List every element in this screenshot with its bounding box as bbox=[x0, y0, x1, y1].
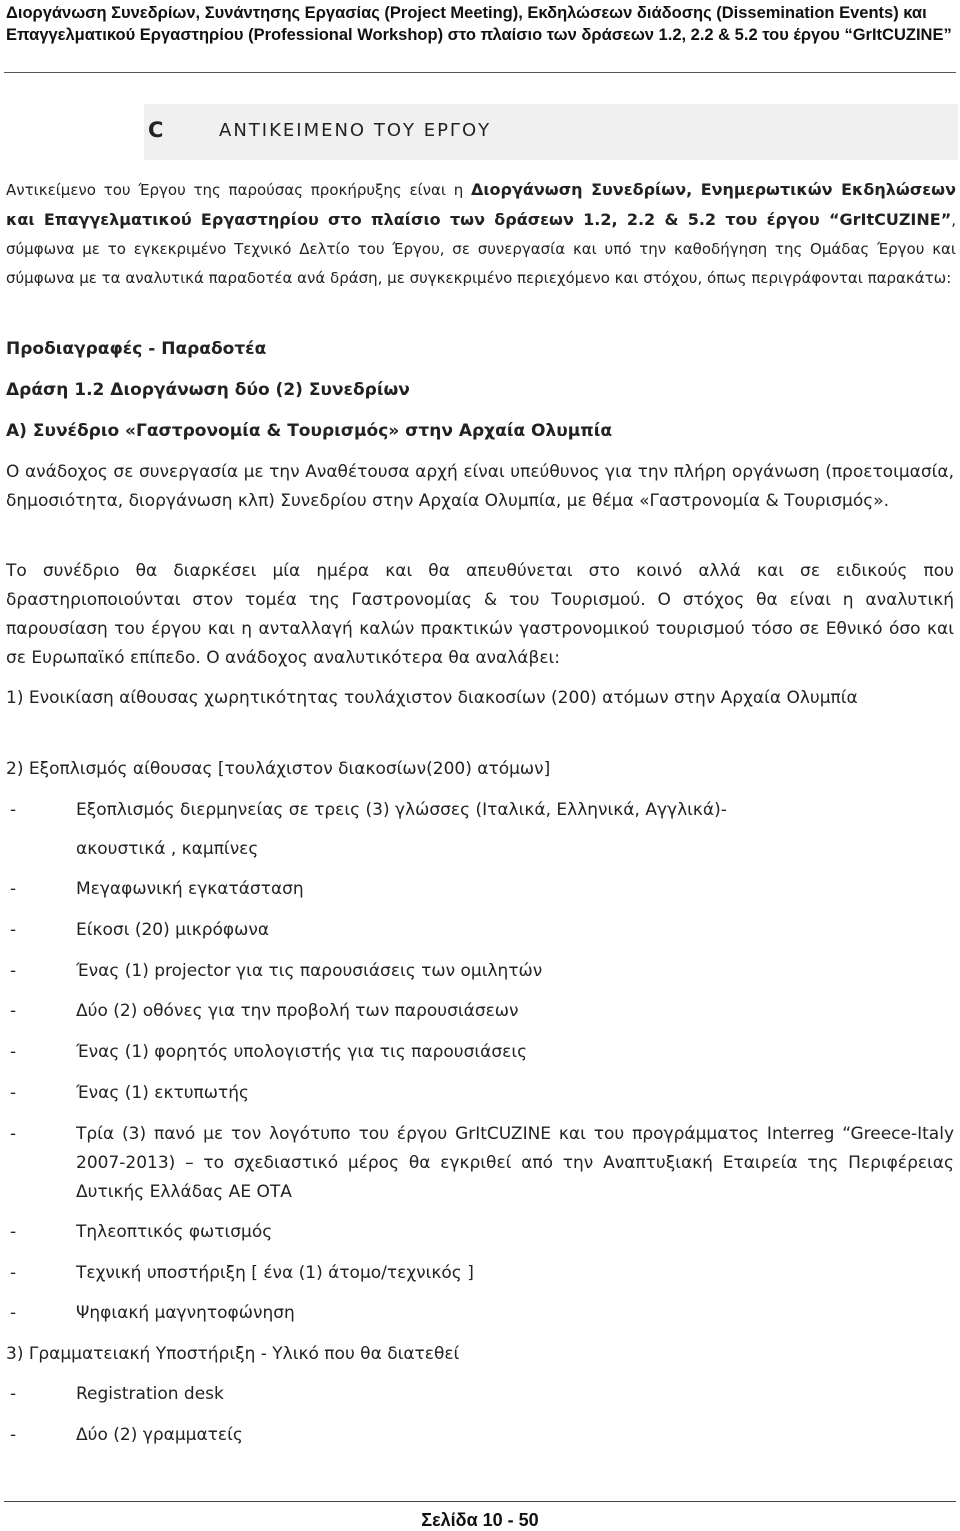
bullet-dash: - bbox=[10, 1001, 17, 1021]
header-divider bbox=[4, 72, 956, 73]
bullet-dash: - bbox=[10, 1083, 17, 1103]
paragraph-conference-details: Το συνέδριο θα διαρκέσει μία ημέρα και θα απευθύνεται στο κοινό αλλά και σε ειδικούς που δραστηριοποιούνται στον τομέα της Γαστρονομίας & του Τουρισμού. Ο στόχος θα είναι η αναλυτική παρουσίαση του έργου και η ανταλλαγή καλών πρακτικών γαστρονομικού τουρισμού τόσο σε Εθνικό όσο και σε Ευρωπαϊκό επίπεδο. Ο ανάδοχος αναλυτικότερα θα αναλάβει: bbox=[6, 561, 954, 668]
footer-divider bbox=[4, 1501, 956, 1502]
bullet-dash: - bbox=[10, 1303, 17, 1323]
bullet-dash: - bbox=[10, 1124, 17, 1144]
list-item-text: Τηλεοπτικός φωτισμός bbox=[76, 1222, 273, 1242]
numbered-item-2: 2) Εξοπλισμός αίθουσας [τουλάχιστον διακοσίων(200) ατόμων] bbox=[6, 759, 551, 779]
list-item-text: Ψηφιακή μαγνητοφώνηση bbox=[76, 1303, 295, 1323]
bullet-dash: - bbox=[10, 1263, 17, 1283]
intro-bold-subject: Διοργάνωση Συνεδρίων, Ενημερωτικών Εκδηλώσεων και Επαγγελματικού Εργαστηρίου στο πλαίσιο των δράσεων 1.2, 2.2 & 5.2 του έργου “GrItCUZINE” bbox=[6, 180, 956, 229]
intro-text-2: , σύμφωνα με το εγκεκριμένο Τεχνικό Δελτίο του Έργου, σε συνεργασία και υπό την καθοδήγηση της Ομάδας Έργου και σύμφωνα με τα αναλυτικά παραδοτέα ανά δράση, με συγκεκριμένο περιεχόμενο και στόχου, όπως περιγράφονται παρακάτω: bbox=[6, 211, 956, 287]
list-item-text: Ένας (1) εκτυπωτής bbox=[76, 1083, 249, 1103]
list-item-text: Registration desk bbox=[76, 1384, 224, 1404]
list-item-text: Ένας (1) φορητός υπολογιστής για τις παρουσιάσεις bbox=[76, 1042, 528, 1062]
page-number: Σελίδα 10 - 50 bbox=[421, 1510, 539, 1530]
paragraph-organisation: Ο ανάδοχος σε συνεργασία με την Αναθέτουσα αρχή είναι υπεύθυνος για την πλήρη οργάνωση (προετοιμασία, δημοσιότητα, διοργάνωση κλπ) Συνεδρίου στην Αρχαία Ολυμπία, με θέμα «Γαστρονομία & Τουρισμός». bbox=[6, 462, 954, 511]
intro-paragraph bbox=[6, 175, 956, 293]
bullet-dash: - bbox=[10, 1042, 17, 1062]
running-header: Διοργάνωση Συνεδρίων, Συνάντησης Εργασίας (Project Meeting), Εκδηλώσεων διάδοσης (Dissemination Events) και Επαγγελματικού Εργαστηρίου (Professional Workshop) στο πλαίσιο των δράσεων 1.2, 2.2 & 5.2 του έργου “GrItCUZINE” bbox=[6, 4, 952, 44]
bullet-dash: - bbox=[10, 1222, 17, 1242]
list-item-text: Δύο (2) γραμματείς bbox=[76, 1425, 243, 1445]
bullet-dash: - bbox=[10, 879, 17, 899]
list-item-text: Τρία (3) πανό με τον λογότυπο του έργου GrItCUZINE και του προγράμματος Interreg “Greece-Italy 2007-2013) – το σχεδιαστικό μέρος θα εγκριθεί από την Αναπτυξιακή Εταιρεία της Περιφέρειας Δυτικής Ελλάδας ΑΕ ΟΤΑ bbox=[76, 1124, 954, 1202]
section-title: ΑΝΤΙΚΕΙΜΕΝΟ ΤΟΥ ΕΡΓΟΥ bbox=[219, 120, 492, 141]
list-item-text: Τεχνική υποστήριξη [ ένα (1) άτομο/τεχνικός ] bbox=[76, 1263, 474, 1283]
bullet-dash: - bbox=[10, 1384, 17, 1404]
list-item-text: Μεγαφωνική εγκατάσταση bbox=[76, 879, 304, 899]
conference-a-heading: Α) Συνέδριο «Γαστρονομία & Τουρισμός» στην Αρχαία Ολυμπία bbox=[6, 421, 612, 441]
list-item-text: ακουστικά , καμπίνες bbox=[76, 839, 259, 859]
section-letter: C bbox=[148, 118, 164, 142]
numbered-item-1: 1) Ενοικίαση αίθουσας χωρητικότητας τουλάχιστον διακοσίων (200) ατόμων στην Αρχαία Ολυμπία bbox=[6, 688, 858, 708]
bullet-dash: - bbox=[10, 800, 17, 820]
numbered-item-3: 3) Γραμματειακή Υποστήριξη - Υλικό που θα διατεθεί bbox=[6, 1344, 460, 1364]
action-heading: Δράση 1.2 Διοργάνωση δύο (2) Συνεδρίων bbox=[6, 380, 410, 400]
list-item-text: Εξοπλισμός διερμηνείας σε τρεις (3) γλώσσες (Ιταλικά, Ελληνικά, Αγγλικά)- bbox=[76, 800, 727, 820]
list-item-text: Ένας (1) projector για τις παρουσιάσεις των ομιλητών bbox=[76, 961, 543, 981]
list-item-text: Είκοσι (20) μικρόφωνα bbox=[76, 920, 270, 940]
bullet-dash: - bbox=[10, 961, 17, 981]
bullet-dash: - bbox=[10, 1425, 17, 1445]
bullet-dash: - bbox=[10, 920, 17, 940]
specs-heading: Προδιαγραφές - Παραδοτέα bbox=[6, 339, 267, 359]
intro-text-1: Αντικείμενο του Έργου της παρούσας προκήρυξης είναι η bbox=[6, 181, 471, 199]
list-item-text: Δύο (2) οθόνες για την προβολή των παρουσιάσεων bbox=[76, 1001, 519, 1021]
